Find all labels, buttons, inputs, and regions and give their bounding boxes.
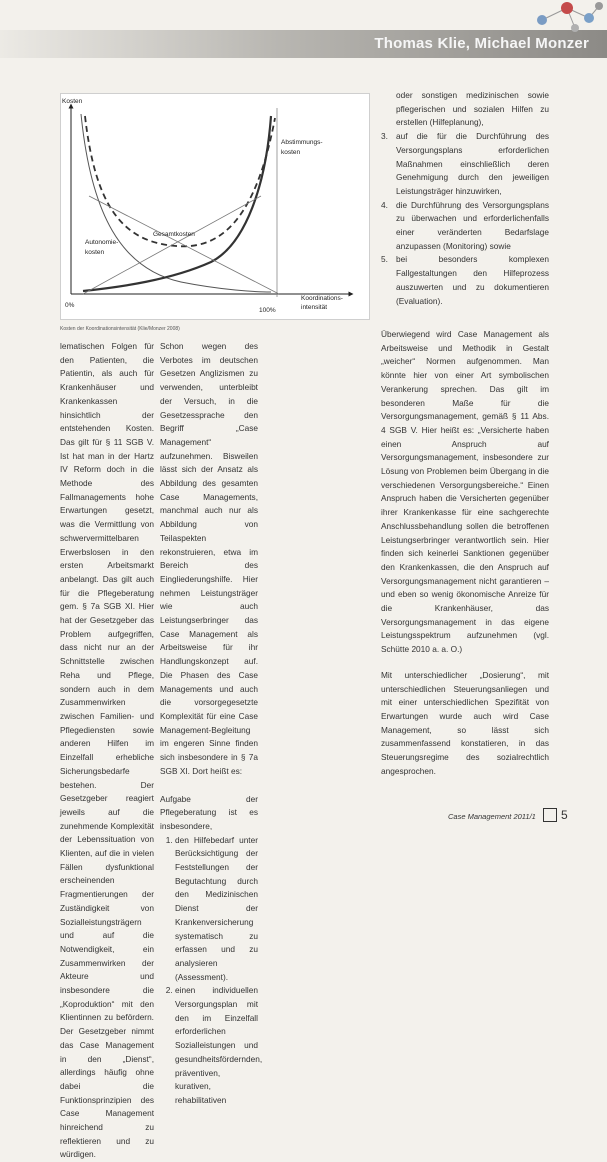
list-number: 3. xyxy=(381,131,388,142)
y-axis-label: Kosten xyxy=(62,98,83,105)
coordination-cost-curve xyxy=(83,116,271,291)
list-item: 1. den Hilfebedarf unter Berücksichtigung der Feststellungen der Begutachtung durch den Medizinischen Dienst der Krankenversicherung systematisch zu erfassen und zu analysieren (Assessment). xyxy=(175,834,258,985)
coordination-cost-label-2: kosten xyxy=(281,149,301,156)
total-cost-label: Gesamtkosten xyxy=(153,231,195,238)
paragraph-intro: Aufgabe der Pflegeberatung ist es insbesondere, xyxy=(160,793,258,831)
autonomy-cost-label-2: kosten xyxy=(85,249,105,256)
paragraph: Überwiegend wird Case Management als Arbeitsweise und Methodik in Gestalt „weicher“ Normen aufgenommen. Man könnte hier von einer Art symbolischen Verankerung sprechen. Das gilt im besonderen Maße für die Versorgungsmanagement, gemäß § 11 Abs. 4 SGB V. Hier heißt es: „Versicherte haben einen Anspruch auf Versorgungsmanagement, insbesondere zur Lösung von Problemen beim Übergang in die verschiedenen Versorgungsbereiche.“ Einen Anspruch haben die Versicherten gegenüber ihrer Krankenkasse für eine sachgerechte Anschlussbehandlung sollen die betroffenen Leistungserbringer verantwortlich sein. Hier finden sich keinerlei Sanktionen gegenüber den Krankenkassen, die den Anspruch auf Versorgungsmanagement nicht garantieren – und eben so wenig ökonomische Anreize für die Krankenhäuser, das Versorgungsmanagement in das eigene Leistungsspektrum aufzunehmen (vgl. Schütte 2010 a. a. O.) xyxy=(381,329,549,655)
list-item xyxy=(381,130,549,199)
list-continuation: oder sonstigen medizinischen sowie pflegerischen und sozialen Hilfen zu erstellen (Hilfeplanung), xyxy=(396,90,549,128)
page-number: 5 xyxy=(561,808,568,822)
text-column-3 xyxy=(381,89,549,776)
text-column-1 xyxy=(60,340,154,1162)
cost-figure xyxy=(60,93,370,320)
list-text: bei besonders komplexen Fallgestaltungen den Hilfeprozess auszuwerten und zu dokumentieren (Evaluation). xyxy=(396,254,549,306)
paragraph: Schon wegen des Verbotes im deutschen Gesetzen Anglizismen zu verwenden, unterbleibt der Versuch, in die Gesetzessprache den Begriff „Case Management“ aufzunehmen. Bisweilen lässt sich der Ansatz als Abbildung des gesamten Case Managements, manchmal auch nur als Abbildung von Teilaspekten rekonstruieren, etwa im Bereich des Eingliederungshilfe. Hier nehmen Leistungsträger wie auch Leistungserbringer das Case Management als Arbeitsweise für ihr Handlungskonzept auf. Die Phasen des Case Managements und auch die vorsorgegesetzte Komplexität für eine Case Management-Begleitung im engeren Sinne finden sich insbesondere in § 7a SGB XI. Dort heißt es: xyxy=(160,341,258,776)
header-authors: Thomas Klie, Michael Monzer xyxy=(374,35,589,52)
list-number: 5. xyxy=(381,254,388,265)
figure-caption: Kosten der Koordinationsintensität (Klie/Monzer 2008) xyxy=(60,326,180,332)
x-axis-label-2: intensität xyxy=(301,304,328,311)
list-item xyxy=(381,199,549,254)
text-column-2 xyxy=(160,340,263,1108)
coordination-cost-label-1: Abstimmungs- xyxy=(281,139,323,146)
molecule-graphic xyxy=(527,0,607,40)
list-item: 2. einen individuellen Versorgungsplan mit den im Einzelfall erforderlichen Sozialleistungen und gesundheitsfördernden, präventiven, kurativen, rehabilitativen xyxy=(175,984,258,1107)
autonomy-cost-label-1: Autonomie- xyxy=(85,239,119,246)
autonomy-cost-curve xyxy=(81,114,271,292)
cost-diagram xyxy=(61,94,369,319)
journal-name: Case Management 2011/1 xyxy=(448,812,536,821)
running-header xyxy=(0,30,607,58)
paragraph: Mit unterschiedlicher „Dosierung“, mit unterschiedlichen Steuerungsanliegen und mit einer unterschiedlichen Spezifität von Erwartungen wurde auch wird Case Management, so lässt sich zusammenfassend konstatieren, in das Steuerungsregime des sozialrechtlich angesprochen. xyxy=(381,669,549,776)
list-item xyxy=(381,253,549,308)
total-cost-curve xyxy=(85,116,275,246)
tick-start-label: 0% xyxy=(65,302,75,309)
tick-end-label: 100% xyxy=(259,307,276,314)
list-text: die Durchführung des Versorgungsplans zu überwachen und erforderlichenfalls einer veränderten Bedarfslage anzupassen (Monitoring) sowie xyxy=(396,199,549,251)
page-marker-icon xyxy=(543,808,557,822)
x-axis-label-1: Koordinations- xyxy=(301,295,343,302)
paragraph: lematischen Folgen für den Patienten, die Patientin, als auch für Krankenhäuser und Krankenkassen hinsichtlich der entstehenden Kosten. Das gilt für § 11 SGB V. Ist hat man in der Hartz IV Reform doch in die Methode des Fallmanagements hohe Erwartungen gesetzt, was die Vermittlung von schwervermittelbaren Erwerbslosen in den ersten Arbeitsmarkt anbelangt. Das gilt auch für die Pflegeberatung gem. § 7a SGB XI. Hier hat der Gesetzgeber das Problem aufgegriffen, dass nicht nur an der Schnittstelle zwischen Reha und Pflege, sondern auch in dem Zusammenwirken zwischen Familien- und Pflegediensten sowie anderen Hilfen im Einzelfall erhebliche Sicherungsbedarfe bestehen. Der Gesetzgeber reagiert jeweils auf die zunehmende Komplexität der Lebenssituation von Klienten, auf die in vielen Fällen dysfunktional erscheinenden Fragmentierungen der Zuständigkeit von Sozialleistungsträgern und auf die Notwendigkeit, ein Zusammenwirken der Akteure und insbesondere die „Koproduktion“ mit den Klientinnen zu befördern. Der Gesetzgeber nimmt das Case Management in den „Dienst“, allerdings häufig ohne dabei die Funktionsprinzipien des Case Management hinreichend zu reflektieren und zu würdigen. xyxy=(60,341,154,1160)
list-number: 4. xyxy=(381,199,388,210)
list-text: auf die für die Durchführung des Versorgungsplans erforderlichen Maßnahmen einschließlich deren Genehmigung durch den jeweiligen Leistungsträger hinzuwirken, xyxy=(396,131,549,196)
